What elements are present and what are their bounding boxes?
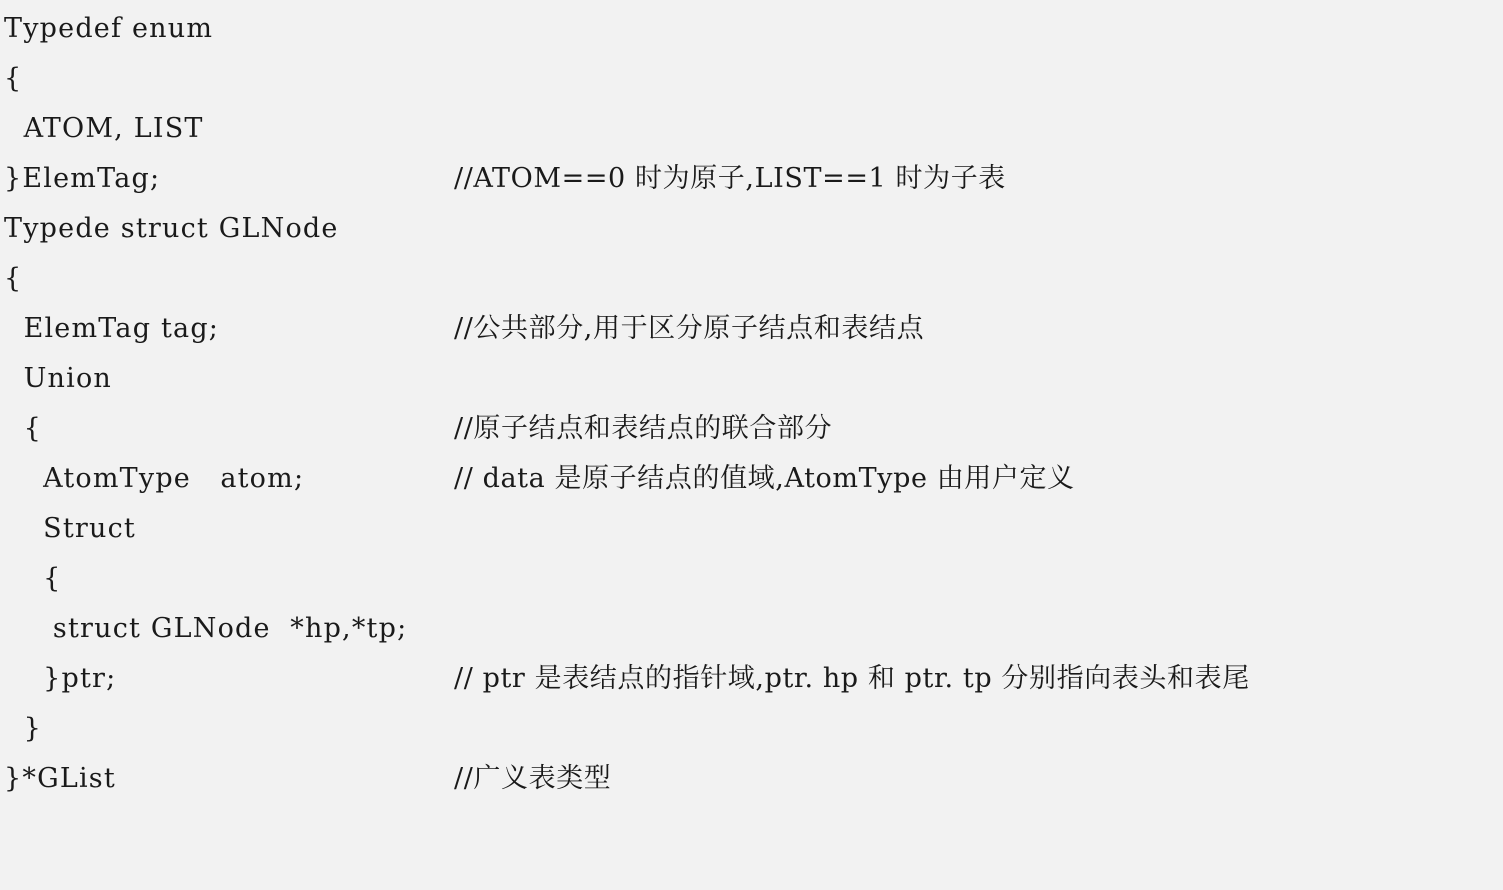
code-text: { [4, 263, 23, 294]
code-text: }ElemTag; [4, 163, 161, 194]
code-line [4, 504, 1503, 554]
code-comment: // ptr 是表结点的指针域,ptr. hp 和 ptr. tp 分别指向表头和表尾 [454, 663, 1250, 694]
code-line [4, 204, 1503, 254]
code-text: AtomType atom; [4, 463, 305, 494]
code-text: { [4, 413, 42, 444]
code-text: Struct [4, 513, 136, 544]
code-text: struct GLNode *hp,*tp; [4, 613, 408, 644]
code-comment: //公共部分,用于区分原子结点和表结点 [454, 313, 925, 344]
code-text: { [4, 563, 62, 594]
code-line [4, 754, 1503, 804]
code-text: }*GList [4, 763, 116, 794]
code-line [4, 604, 1503, 654]
code-line [4, 404, 1503, 454]
code-text: }ptr; [4, 663, 117, 694]
code-line [4, 654, 1503, 704]
code-line [4, 304, 1503, 354]
code-line [4, 4, 1503, 54]
code-line [4, 454, 1503, 504]
code-line [4, 554, 1503, 604]
code-text: Typede struct GLNode [4, 213, 339, 244]
code-comment: //原子结点和表结点的联合部分 [454, 413, 833, 444]
code-comment: // data 是原子结点的值域,AtomType 由用户定义 [454, 463, 1075, 494]
code-text: Typedef enum [4, 13, 214, 44]
code-line [4, 54, 1503, 104]
code-text: Union [4, 363, 112, 394]
code-text: ATOM, LIST [4, 113, 204, 144]
code-line [4, 254, 1503, 304]
code-text: ElemTag tag; [4, 313, 220, 344]
code-line [4, 704, 1503, 754]
code-text: { [4, 63, 23, 94]
code-comment: //广义表类型 [454, 763, 612, 794]
code-line [4, 104, 1503, 154]
code-line [4, 154, 1503, 204]
code-line [4, 354, 1503, 404]
code-text: } [4, 713, 42, 744]
code-comment: //ATOM==0 时为原子,LIST==1 时为子表 [454, 163, 1006, 194]
